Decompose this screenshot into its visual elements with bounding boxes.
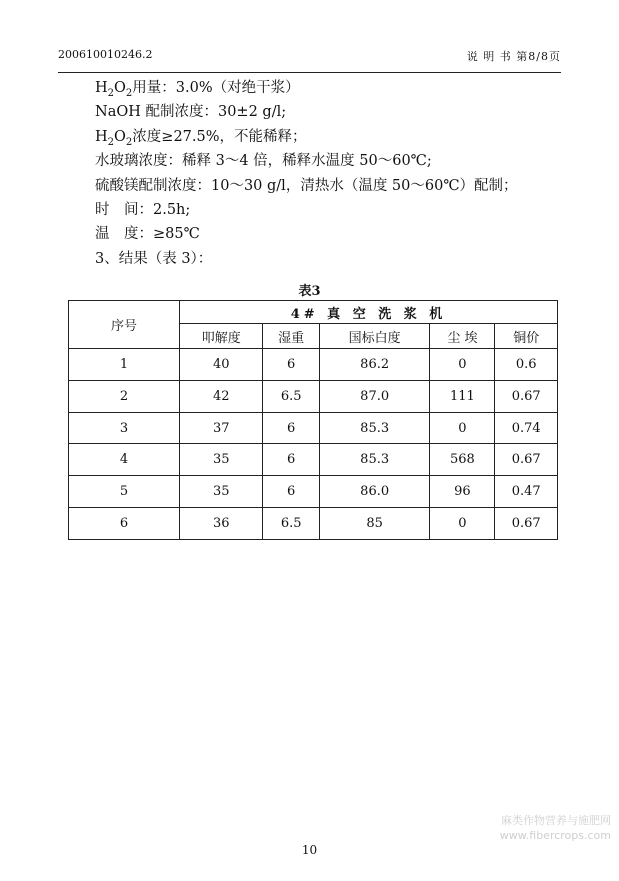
table-cell: 6 [263,349,319,381]
text-line: 3、结果（表 3）： [95,250,213,267]
table-cell: 0 [430,349,495,381]
table-cell: 1 [69,349,180,381]
table-cell: 96 [430,476,495,508]
table-cell: 2 [69,380,180,412]
text-line: 水玻璃浓度：稀释 3～4 倍，稀释水温度 50～60℃; [95,153,432,170]
table-cell: 35 [180,444,263,476]
table-cell: 87.0 [319,380,430,412]
table-caption: 表3 [298,284,321,299]
table-cell: 40 [180,349,263,381]
text-line: $H_2O_2$用量：3.0%（对绝干浆） [95,80,300,99]
column-header: 尘 埃 [430,324,495,349]
page-header [58,48,561,68]
group-header: 4# 真 空 洗 浆 机 [180,301,558,324]
table-cell: 86.0 [319,476,430,508]
table-cell: 0.6 [495,349,558,381]
table-row [69,380,558,412]
text-line: 硫酸镁配制浓度：10～30 g/l，清热水（温度 50～60℃）配制； [95,177,518,194]
text-line: $H_2O_2$浓度≥27.5%，不能稀释； [95,128,307,148]
table-cell: 6 [69,508,180,540]
table-cell: 86.2 [319,349,430,381]
table-cell: 6 [263,476,319,508]
text-line: 温 度：≥85℃ [95,226,200,243]
index-header: 序号 [69,301,180,349]
column-header: 国标白度 [319,324,430,349]
table-row [69,349,558,381]
table-cell: 6.5 [263,380,319,412]
table-cell: 85.3 [319,412,430,444]
table-cell: 36 [180,508,263,540]
section-page-label: 说 明 书 第8/8页 [466,50,561,63]
table-cell: 0.67 [495,444,558,476]
table-cell: 0.67 [495,508,558,540]
table-row [69,476,558,508]
text-line: NaOH 配制浓度：30±2 g/l; [95,104,287,121]
table-row [69,412,558,444]
column-header: 叩解度 [180,324,263,349]
table-cell: 85 [319,508,430,540]
table-cell: 35 [180,476,263,508]
table-cell: 4 [69,444,180,476]
table-cell: 37 [180,412,263,444]
table-cell: 42 [180,380,263,412]
table-row [69,444,558,476]
table-cell: 6 [263,444,319,476]
table-cell: 0.74 [495,412,558,444]
table-cell: 568 [430,444,495,476]
column-header: 铜价 [495,324,558,349]
table-cell: 0.67 [495,380,558,412]
body-text [95,79,575,274]
header-rule [58,72,561,73]
table-cell: 0 [430,508,495,540]
table-cell: 3 [69,412,180,444]
table-cell: 85.3 [319,444,430,476]
table-cell: 6.5 [263,508,319,540]
table-cell: 5 [69,476,180,508]
table-cell: 111 [430,380,495,412]
doc-number: 200610010246.2 [58,48,153,61]
text-line: 时 间：2.5h; [95,201,191,218]
table-cell: 0.47 [495,476,558,508]
site-watermark: 麻类作物营养与施肥网 www.fibercrops.com [499,814,611,842]
page-number: 10 [301,843,318,857]
results-table [68,300,558,540]
column-header: 湿重 [263,324,319,349]
table-cell: 6 [263,412,319,444]
table-row [69,508,558,540]
table-cell: 0 [430,412,495,444]
